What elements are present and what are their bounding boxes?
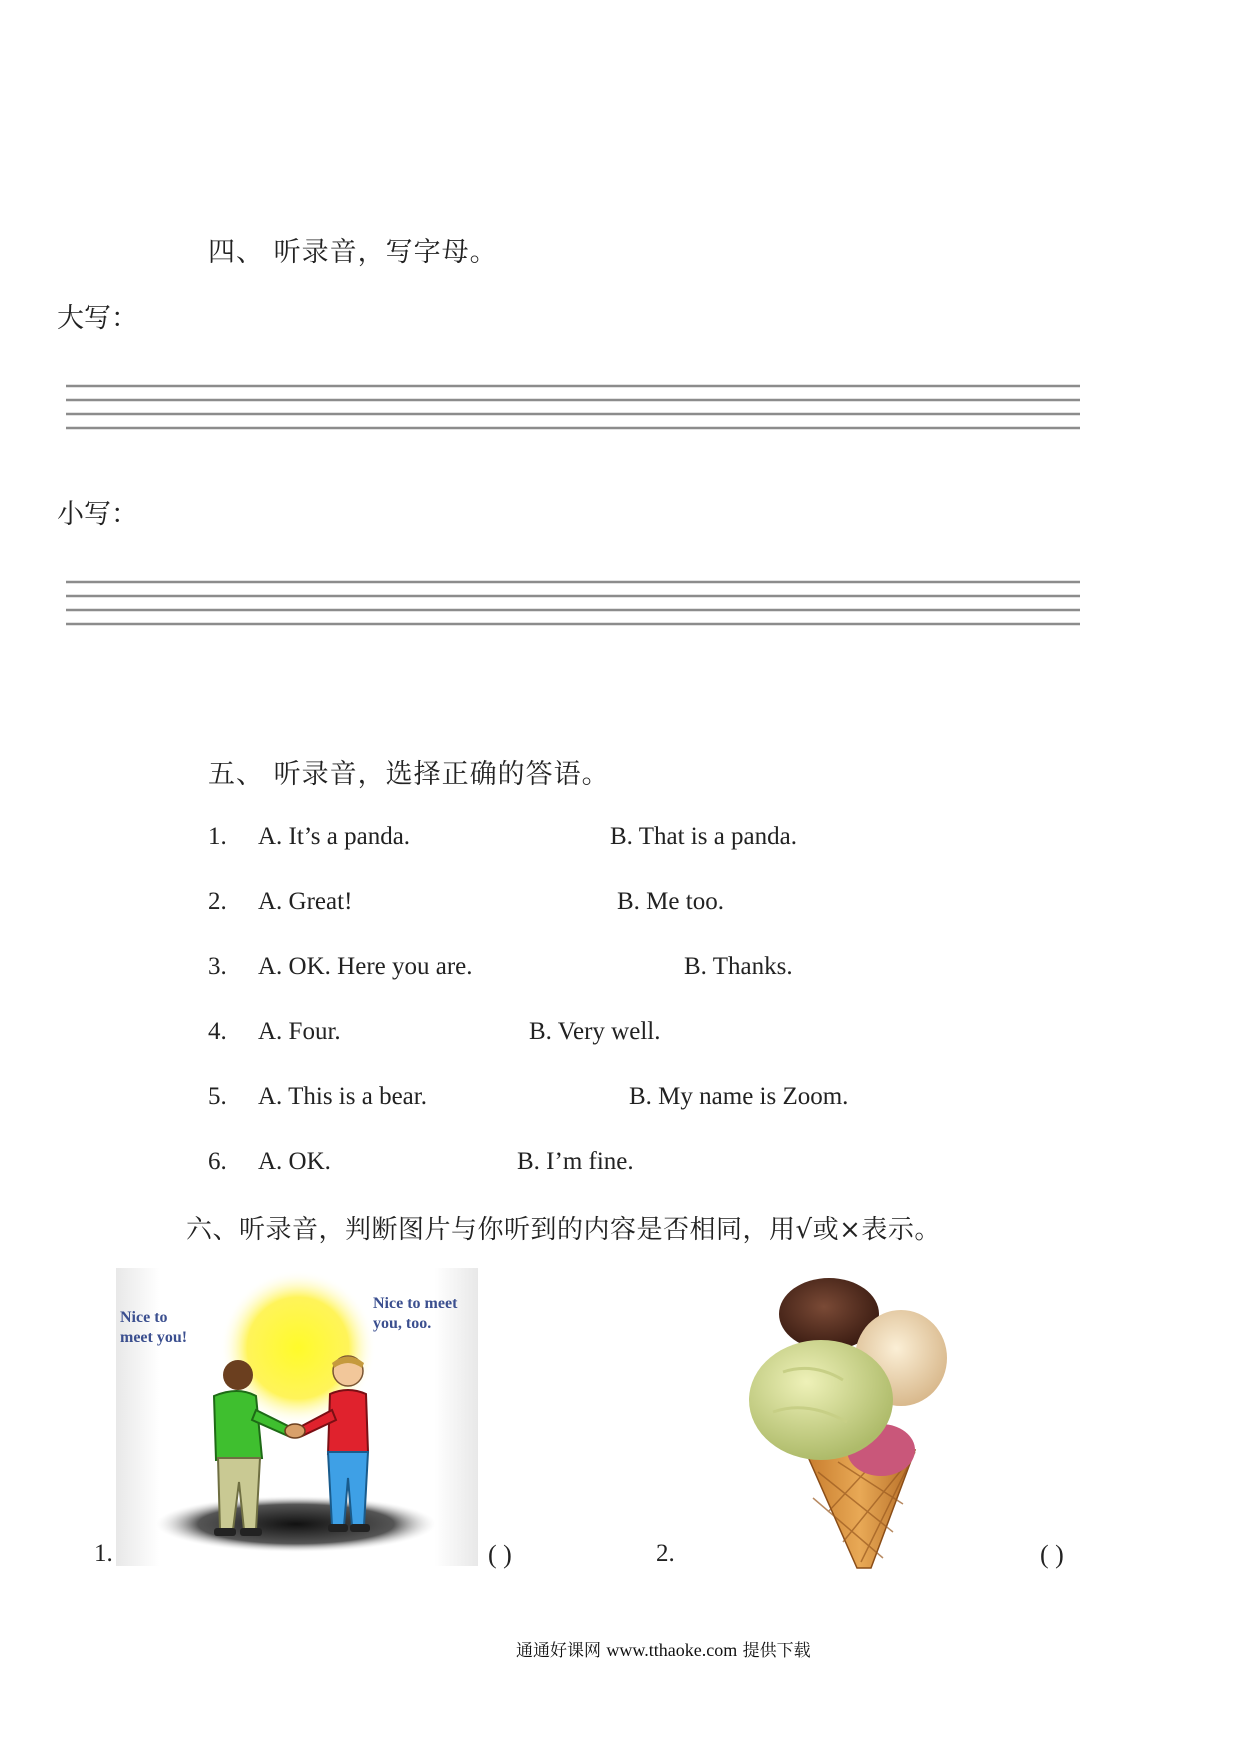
footer-url-link[interactable]: www.tthaoke.com [606,1640,738,1660]
speech-bubble-right: Nice to meet you, too. [373,1295,458,1332]
answer-option-a[interactable]: A. It’s a panda. [258,823,411,850]
footer-suffix: 提供下载 [742,1641,811,1661]
question-number: 3. [208,953,227,980]
ice-cream-cone-illustration-icon [743,1272,983,1570]
question-number: 6. [208,1148,227,1175]
answer-option-b[interactable]: B. I’m fine. [517,1148,634,1175]
answer-option-a[interactable]: A. Great! [258,888,353,915]
question-number: 5. [208,1083,227,1110]
answer-option-a[interactable]: A. This is a bear. [258,1083,427,1110]
section-6-heading: 六、听录音，判断图片与你听到的内容是否相同，用√或×表示。 [186,1215,941,1245]
picture-1-number: 1. [94,1540,113,1567]
section-5-heading: 五、 听录音，选择正确的答语。 [208,759,610,790]
uppercase-writing-staff[interactable] [58,372,1088,442]
question-number: 2. [208,888,227,915]
answer-option-a[interactable]: A. Four. [258,1018,341,1045]
section-4-heading: 四、 听录音，写字母。 [208,237,498,268]
question-number: 4. [208,1018,227,1045]
answer-option-a[interactable]: A. OK. [258,1148,331,1175]
speech-bubble-left: Nice to meet you! [120,1309,188,1346]
lowercase-label: 小写： [57,499,138,530]
handshake-illustration-icon [116,1268,478,1566]
footer-site-name: 通通好课网 [516,1641,601,1661]
answer-option-b[interactable]: B. That is a panda. [610,823,797,850]
answer-option-b[interactable]: B. My name is Zoom. [629,1083,849,1110]
picture-1-answer-bracket[interactable]: ( ) [488,1540,512,1569]
answer-option-b[interactable]: B. Very well. [529,1018,661,1045]
answer-option-b[interactable]: B. Thanks. [684,953,793,980]
question-number: 1. [208,823,227,850]
picture-2-number: 2. [656,1540,675,1567]
answer-option-b[interactable]: B. Me too. [617,888,724,915]
uppercase-label: 大写： [57,303,138,334]
picture-2-answer-bracket[interactable]: ( ) [1040,1540,1064,1569]
footer [516,1636,811,1661]
lowercase-writing-staff[interactable] [58,568,1088,638]
answer-option-a[interactable]: A. OK. Here you are. [258,953,473,980]
